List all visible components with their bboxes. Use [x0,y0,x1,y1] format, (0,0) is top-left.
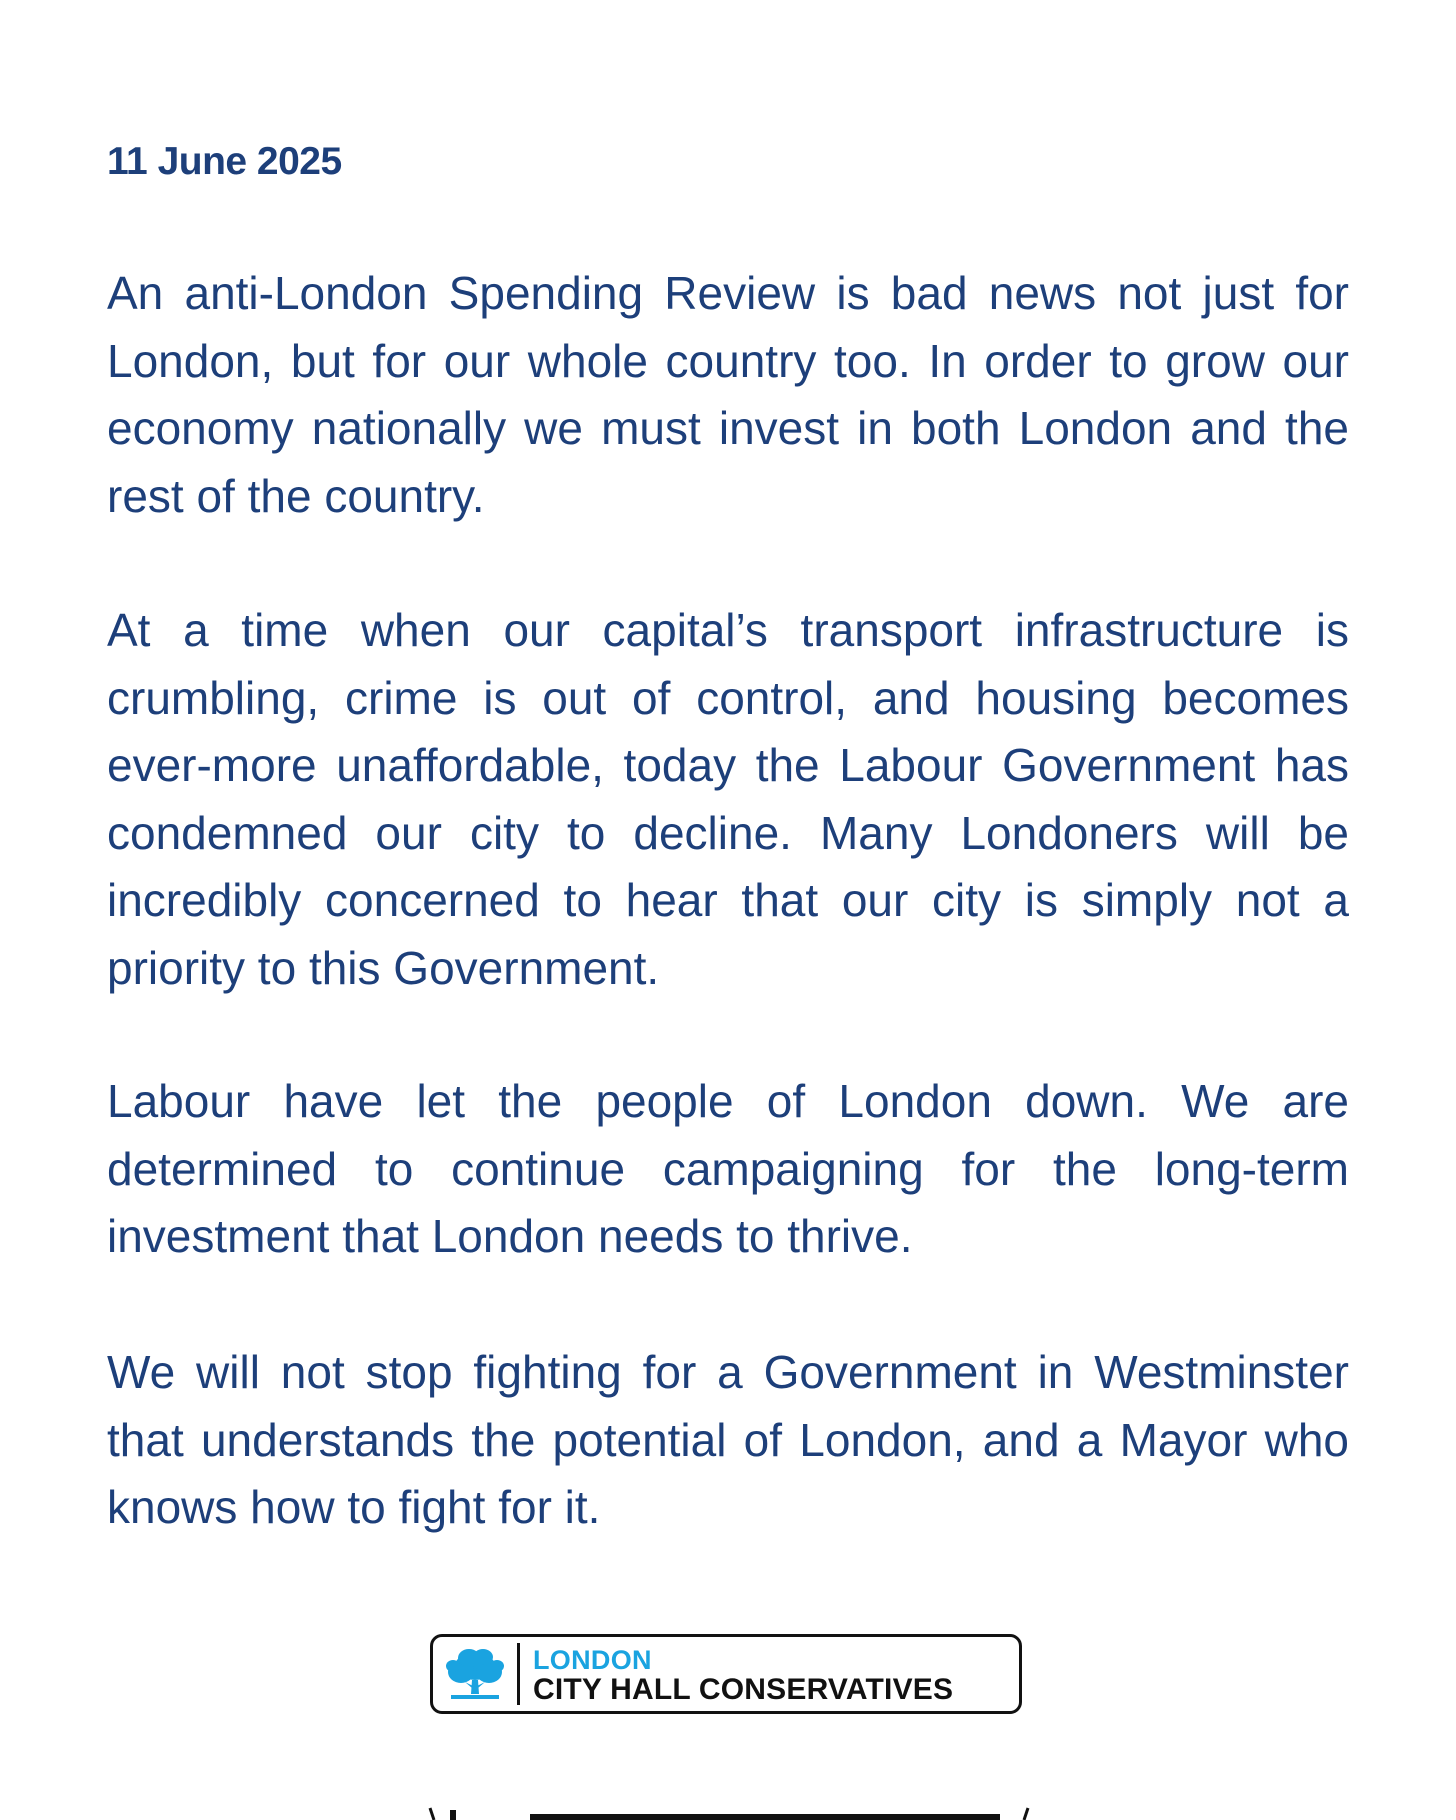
paragraph-3: Labour have let the people of London down. We are determined to continue campaigning for the long-term investment that London needs to thrive. [107,1075,1349,1262]
paragraph-2: At a time when our capital’s transport infrastructure is crumbling, crime is out of control, and housing becomes ever-more unaffordable, today the Labour Government has condemned our city to decline. Many Londoners will be incredibly concerned to hear that our city is simply not a priority to this Government. [107,604,1349,994]
logo-line-london: LONDON [533,1645,652,1675]
logo-divider [517,1643,520,1705]
statement-date: 11 June 2025 [107,140,342,183]
logo-line-city-hall-conservatives: CITY HALL CONSERVATIVES [533,1673,954,1706]
city-hall-conservatives-logo [430,1634,1022,1714]
oak-tree-icon [443,1644,507,1704]
paragraph-1: An anti-London Spending Review is bad news not just for London, but for our whole country too. In order to grow our economy nationally we must invest in both London and the rest of the country. [107,267,1349,522]
paragraph-4: We will not stop fighting for a Government in Westminster that understands the potential of London, and a Mayor who knows how to fight for it. [107,1346,1349,1533]
cropped-footer-mark [420,1806,1040,1820]
